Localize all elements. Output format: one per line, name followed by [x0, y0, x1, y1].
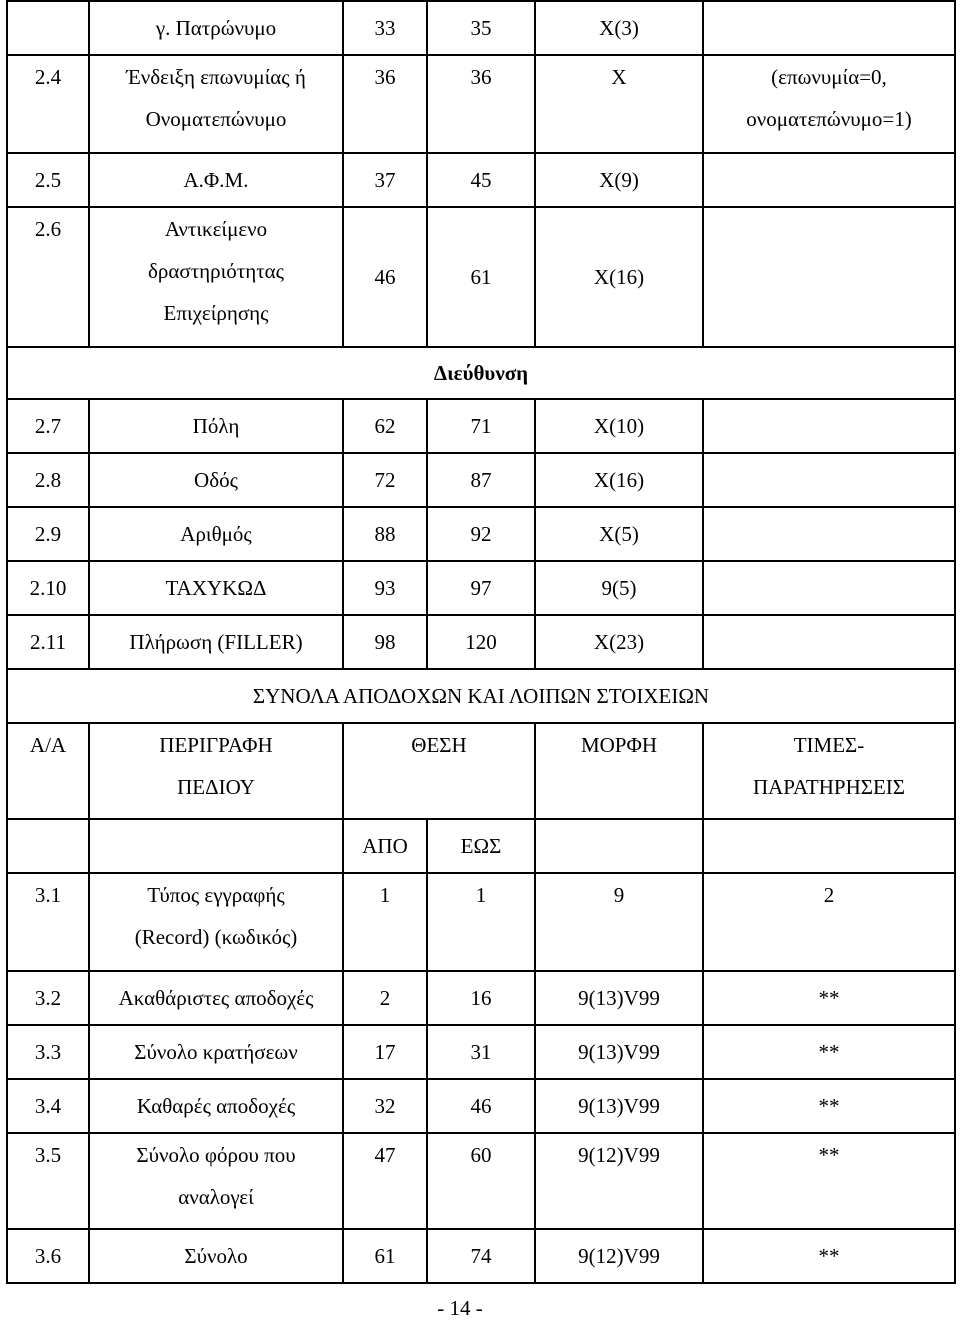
row-from: 93	[343, 561, 427, 615]
subheader-row	[7, 819, 955, 873]
row-format: 9(13)V99	[535, 1079, 703, 1133]
row-id: 2.7	[7, 399, 89, 453]
table-row	[7, 507, 955, 561]
row-description: Τύπος εγγραφής (Record) (κωδικός)	[89, 873, 343, 971]
row-id: 3.1	[7, 873, 89, 971]
page-number: - 14 -	[437, 1296, 483, 1320]
row-format: Χ(3)	[535, 1, 703, 55]
row-values	[703, 207, 955, 347]
row-format: Χ(16)	[535, 207, 703, 347]
header-to: ΕΩΣ	[427, 819, 535, 873]
row-id: 2.10	[7, 561, 89, 615]
row-description: Α.Φ.Μ.	[89, 153, 343, 207]
row-id: 2.9	[7, 507, 89, 561]
row-from: 72	[343, 453, 427, 507]
header-position: ΘΕΣΗ	[343, 723, 535, 819]
row-format: 9(5)	[535, 561, 703, 615]
table-row	[7, 971, 955, 1025]
row-id: 3.4	[7, 1079, 89, 1133]
row-from: 32	[343, 1079, 427, 1133]
row-to: 36	[427, 55, 535, 153]
row-values: **	[703, 971, 955, 1025]
row-values: **	[703, 1025, 955, 1079]
row-values	[703, 561, 955, 615]
row-id: 2.6	[7, 207, 89, 347]
header-row	[7, 723, 955, 819]
row-format: Χ(23)	[535, 615, 703, 669]
row-id: 3.6	[7, 1229, 89, 1283]
header-from: ΑΠΟ	[343, 819, 427, 873]
row-from: 98	[343, 615, 427, 669]
row-id: 2.4	[7, 55, 89, 153]
section-title-totals: ΣΥΝΟΛΑ ΑΠΟΔΟΧΩΝ ΚΑΙ ΛΟΙΠΩΝ ΣΤΟΙΧΕΙΩΝ	[7, 669, 955, 723]
row-format: Χ(5)	[535, 507, 703, 561]
row-values: **	[703, 1133, 955, 1229]
row-id: 3.5	[7, 1133, 89, 1229]
row-format: Χ	[535, 55, 703, 153]
row-format: Χ(10)	[535, 399, 703, 453]
row-values	[703, 507, 955, 561]
row-from: 62	[343, 399, 427, 453]
row-description: Αντικείμενο δραστηριότητας Επιχείρησης	[89, 207, 343, 347]
row-from: 17	[343, 1025, 427, 1079]
row-values	[703, 453, 955, 507]
row-description: Καθαρές αποδοχές	[89, 1079, 343, 1133]
table-row	[7, 399, 955, 453]
header-aa: Α/Α	[7, 723, 89, 819]
header-format: ΜΟΡΦΗ	[535, 723, 703, 819]
row-to: 97	[427, 561, 535, 615]
row-from: 46	[343, 207, 427, 347]
row-from: 2	[343, 971, 427, 1025]
section-row	[7, 669, 955, 723]
row-description: Σύνολο	[89, 1229, 343, 1283]
row-values	[703, 615, 955, 669]
section-row	[7, 347, 955, 399]
row-id: 2.8	[7, 453, 89, 507]
row-from: 47	[343, 1133, 427, 1229]
table-row	[7, 1229, 955, 1283]
table-row	[7, 153, 955, 207]
row-to: 61	[427, 207, 535, 347]
section-title-address: Διεύθυνση	[7, 347, 955, 399]
row-values: 2	[703, 873, 955, 971]
record-layout-table	[6, 0, 956, 1284]
row-from: 88	[343, 507, 427, 561]
row-description: Ένδειξη επωνυμίας ή Ονοματεπώνυμο	[89, 55, 343, 153]
row-description: Οδός	[89, 453, 343, 507]
row-to: 60	[427, 1133, 535, 1229]
row-format: Χ(9)	[535, 153, 703, 207]
row-to: 16	[427, 971, 535, 1025]
row-description: ΤΑΧΥΚΩΔ	[89, 561, 343, 615]
row-description: Σύνολο κρατήσεων	[89, 1025, 343, 1079]
row-format: 9(12)V99	[535, 1133, 703, 1229]
table-row	[7, 615, 955, 669]
row-to: 87	[427, 453, 535, 507]
row-from: 1	[343, 873, 427, 971]
row-description: Ακαθάριστες αποδοχές	[89, 971, 343, 1025]
row-description: Σύνολο φόρου που αναλογεί	[89, 1133, 343, 1229]
row-format: 9	[535, 873, 703, 971]
table-row	[7, 873, 955, 971]
row-id: 3.3	[7, 1025, 89, 1079]
row-description: Πλήρωση (FILLER)	[89, 615, 343, 669]
row-values	[703, 153, 955, 207]
row-format: 9(13)V99	[535, 1025, 703, 1079]
row-to: 71	[427, 399, 535, 453]
table-row	[7, 561, 955, 615]
row-to: 92	[427, 507, 535, 561]
row-from: 61	[343, 1229, 427, 1283]
row-to: 120	[427, 615, 535, 669]
header-values: ΤΙΜΕΣ- ΠΑΡΑΤΗΡΗΣΕΙΣ	[703, 723, 955, 819]
row-description: Αριθμός	[89, 507, 343, 561]
row-values: **	[703, 1229, 955, 1283]
row-to: 31	[427, 1025, 535, 1079]
row-values	[703, 399, 955, 453]
row-to: 35	[427, 1, 535, 55]
row-from: 33	[343, 1, 427, 55]
row-format: 9(13)V99	[535, 971, 703, 1025]
row-description: Πόλη	[89, 399, 343, 453]
row-values	[703, 1, 955, 55]
row-values: **	[703, 1079, 955, 1133]
table-row	[7, 207, 955, 347]
table-row	[7, 1133, 955, 1229]
row-id: 2.11	[7, 615, 89, 669]
row-to: 45	[427, 153, 535, 207]
table-row	[7, 55, 955, 153]
row-format: 9(12)V99	[535, 1229, 703, 1283]
row-id: 3.2	[7, 971, 89, 1025]
row-format: Χ(16)	[535, 453, 703, 507]
row-from: 36	[343, 55, 427, 153]
table-row	[7, 1079, 955, 1133]
table-row	[7, 453, 955, 507]
header-description: ΠΕΡΙΓΡΑΦΗ ΠΕΔΙΟΥ	[89, 723, 343, 819]
row-to: 74	[427, 1229, 535, 1283]
row-description: γ. Πατρώνυμο	[89, 1, 343, 55]
row-id	[7, 1, 89, 55]
row-values: (επωνυμία=0, ονοματεπώνυμο=1)	[703, 55, 955, 153]
table-row	[7, 1025, 955, 1079]
table-row	[7, 1, 955, 55]
row-to: 46	[427, 1079, 535, 1133]
row-id: 2.5	[7, 153, 89, 207]
row-to: 1	[427, 873, 535, 971]
row-from: 37	[343, 153, 427, 207]
